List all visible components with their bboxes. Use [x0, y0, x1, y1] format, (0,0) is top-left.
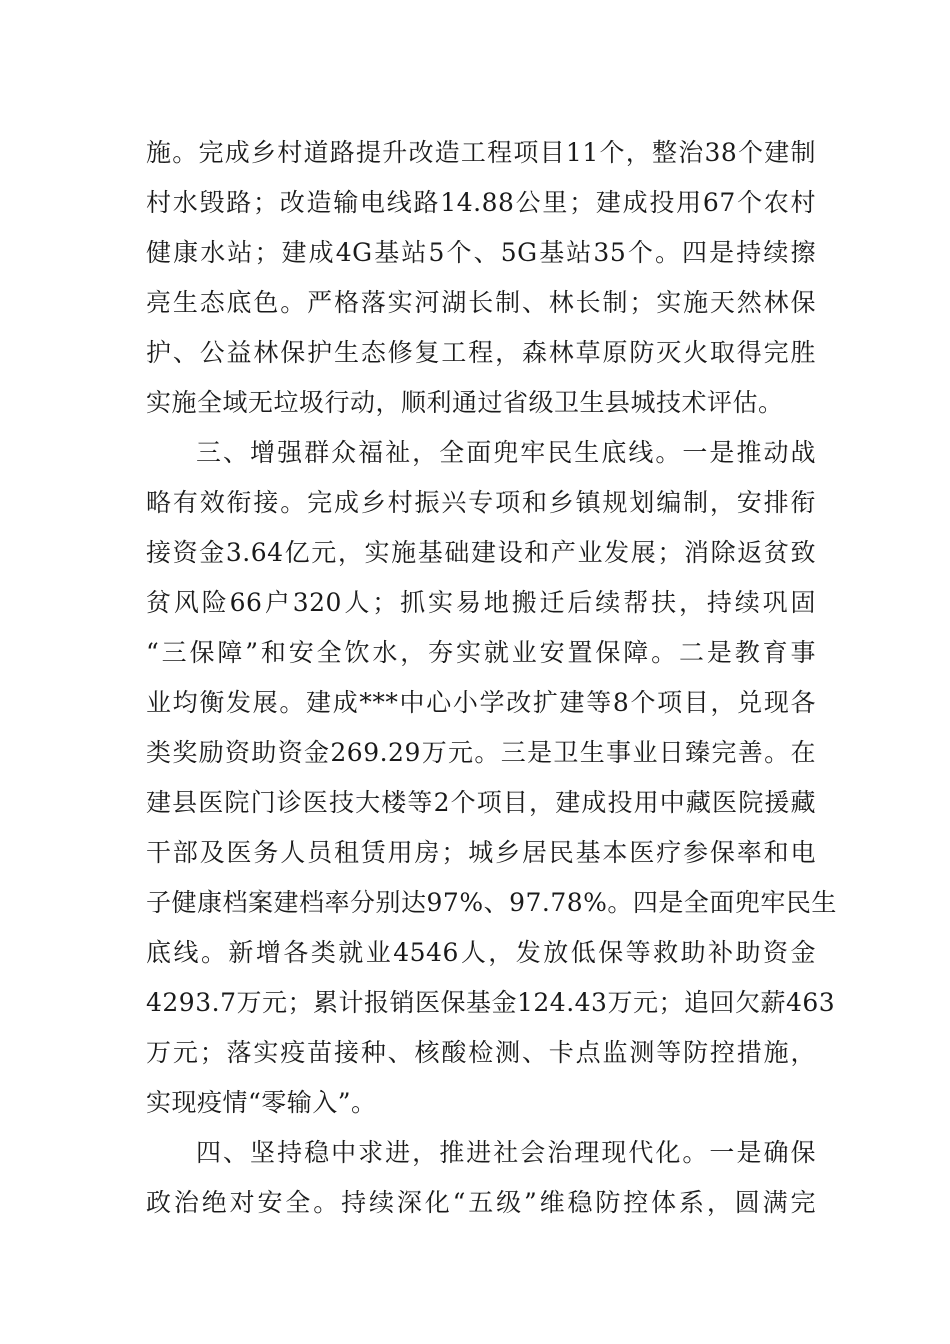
- text-line: 政治绝对安全。持续深化“五级”维稳防控体系，圆满完: [146, 1188, 816, 1217]
- text-line: 类奖励资助资金269.29万元。三是卫生事业日臻完善。在: [146, 738, 816, 767]
- text-line: 子健康档案建档率分别达97%、97.78%。四是全面兜牢民生: [146, 888, 837, 917]
- text-line: “三保障”和安全饮水，夯实就业安置保障。二是教育事: [146, 638, 816, 667]
- text-line: 贫风险66户320人；抓实易地搬迁后续帮扶，持续巩固: [146, 588, 816, 617]
- text-line: 实现疫情“零输入”。: [146, 1088, 377, 1117]
- text-line: 村水毁路；改造输电线路14.88公里；建成投用67个农村: [146, 188, 816, 217]
- text-line: 4293.7万元；累计报销医保基金124.43万元；追回欠薪463: [146, 988, 836, 1017]
- text-line: 实施全域无垃圾行动，顺利通过省级卫生县城技术评估。: [146, 388, 784, 417]
- document-body: [146, 128, 837, 1228]
- text-line: 业均衡发展。建成***中心小学改扩建等8个项目，兑现各: [146, 688, 816, 717]
- text-line: 健康水站；建成4G基站5个、5G基站35个。四是持续擦: [146, 238, 816, 267]
- text-line: 接资金3.64亿元，实施基础建设和产业发展；消除返贫致: [146, 538, 816, 567]
- section-heading-line: 三、增强群众福祉，全面兜牢民生底线。一是推动战: [196, 438, 816, 467]
- text-line: 略有效衔接。完成乡村振兴专项和乡镇规划编制，安排衔: [146, 488, 816, 517]
- text-line: 底线。新增各类就业4546人，发放低保等救助补助资金: [146, 938, 816, 967]
- section-heading-line: 四、坚持稳中求进，推进社会治理现代化。一是确保: [196, 1138, 816, 1167]
- text-line: 施。完成乡村道路提升改造工程项目11个，整治38个建制: [146, 138, 816, 167]
- text-line: 护、公益林保护生态修复工程，森林草原防灭火取得完胜: [146, 338, 816, 367]
- text-line: 干部及医务人员租赁用房；城乡居民基本医疗参保率和电: [146, 838, 816, 867]
- text-line: 万元；落实疫苗接种、核酸检测、卡点监测等防控措施，: [146, 1038, 816, 1067]
- text-line: 亮生态底色。严格落实河湖长制、林长制；实施天然林保: [146, 288, 816, 317]
- text-line: 建县医院门诊医技大楼等2个项目，建成投用中藏医院援藏: [146, 788, 816, 817]
